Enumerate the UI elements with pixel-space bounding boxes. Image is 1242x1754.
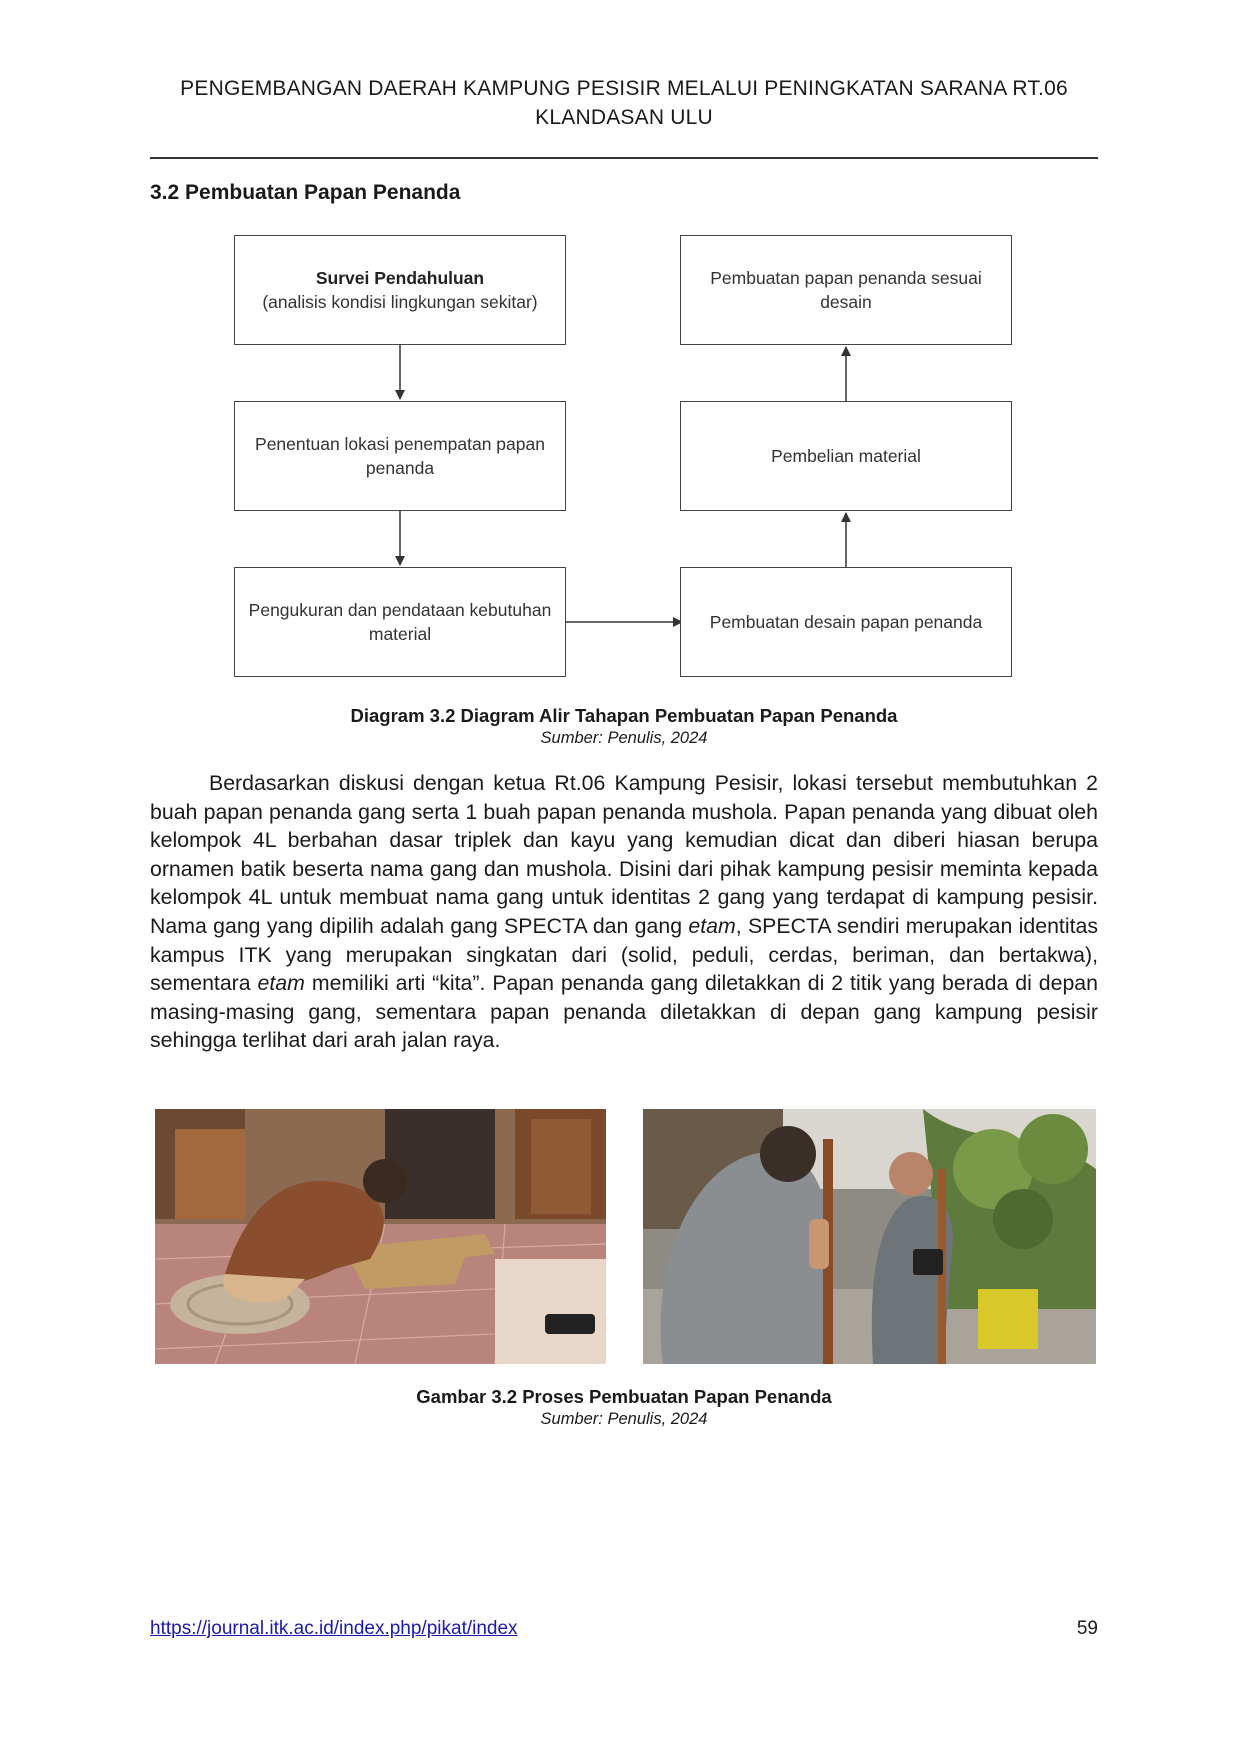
header-rule	[150, 157, 1098, 159]
flow-box-purchase-text: Pembelian material	[771, 446, 921, 466]
flow-box-survey-title: Survei Pendahuluan	[315, 268, 485, 288]
flow-box-survey-text: (analisis kondisi lingkungan sekitar)	[262, 292, 538, 312]
diagram-caption	[150, 704, 1098, 748]
diagram-caption-source: Sumber: Penulis, 2024	[540, 729, 708, 747]
flow-box-build-text: Pembuatan papan penanda sesuai desain	[710, 268, 982, 312]
flow-box-design-text: Pembuatan desain papan penanda	[709, 612, 983, 632]
paragraph-part-3: memiliki arti “kita”. Papan penanda gang diletakkan di 2 titik yang berada di depan masing-masing gang, sementara papan penanda diletakkan di depan gang kampung pesisir sehingga terlihat dari arah jalan raya.	[150, 971, 1098, 1053]
paragraph-part-2: , SPECTA sendiri merupakan identitas kampus ITK yang merupakan singkatan dari (solid, peduli, cerdas, beriman, dan bertakwa), sementara	[150, 913, 1098, 996]
figure-caption-source: Sumber: Penulis, 2024	[540, 1410, 708, 1428]
flow-box-design	[680, 567, 1012, 677]
figure-caption-title: Gambar 3.2 Proses Pembuatan Papan Penanda	[416, 1386, 832, 1407]
page-number: 59	[1076, 1618, 1098, 1639]
flow-box-location	[234, 401, 566, 511]
flow-diagram	[234, 235, 1016, 681]
flow-box-measure	[234, 567, 566, 677]
section-heading: 3.2 Pembuatan Papan Penanda	[150, 181, 461, 204]
paragraph-italic-etam-1: etam	[688, 913, 736, 938]
paragraph-part-1: Berdasarkan diskusi dengan ketua Rt.06 Kampung Pesisir, lokasi tersebut membutuhkan 2 buah papan penanda gang serta 1 buah papan penanda mushola. Papan penanda yang dibuat oleh kelompok 4L berbahan dasar triplek dan kayu yang kemudian dicat dan diberi hiasan berupa ornamen batik beserta nama gang dan mushola. Disini dari pihak kampung pesisir meminta kepada kelompok 4L untuk membuat nama gang untuk identitas 2 gang yang terdapat di kampung pesisir. Nama gang yang dipilih adalah gang SPECTA dan gang	[150, 771, 1098, 938]
flow-box-survey	[234, 235, 566, 345]
photo-cutting-cardboard	[155, 1109, 606, 1364]
flow-box-measure-text: Pengukuran dan pendataan kebutuhan material	[248, 600, 552, 644]
photo-installing-signpost	[643, 1109, 1096, 1364]
diagram-caption-title: Diagram 3.2 Diagram Alir Tahapan Pembuatan Papan Penanda	[350, 705, 898, 726]
figure-caption	[150, 1385, 1098, 1429]
flow-box-purchase	[680, 401, 1012, 511]
running-header: PENGEMBANGAN DAERAH KAMPUNG PESISIR MELALUI PENINGKATAN SARANA RT.06 KLANDASAN ULU	[180, 77, 1068, 129]
flow-box-location-text: Penentuan lokasi penempatan papan penanda	[255, 434, 545, 478]
paragraph-italic-etam-2: etam	[257, 971, 305, 996]
journal-link[interactable]: https://journal.itk.ac.id/index.php/pikat/index	[150, 1618, 518, 1639]
flow-box-build	[680, 235, 1012, 345]
body-paragraph	[150, 769, 1098, 1055]
